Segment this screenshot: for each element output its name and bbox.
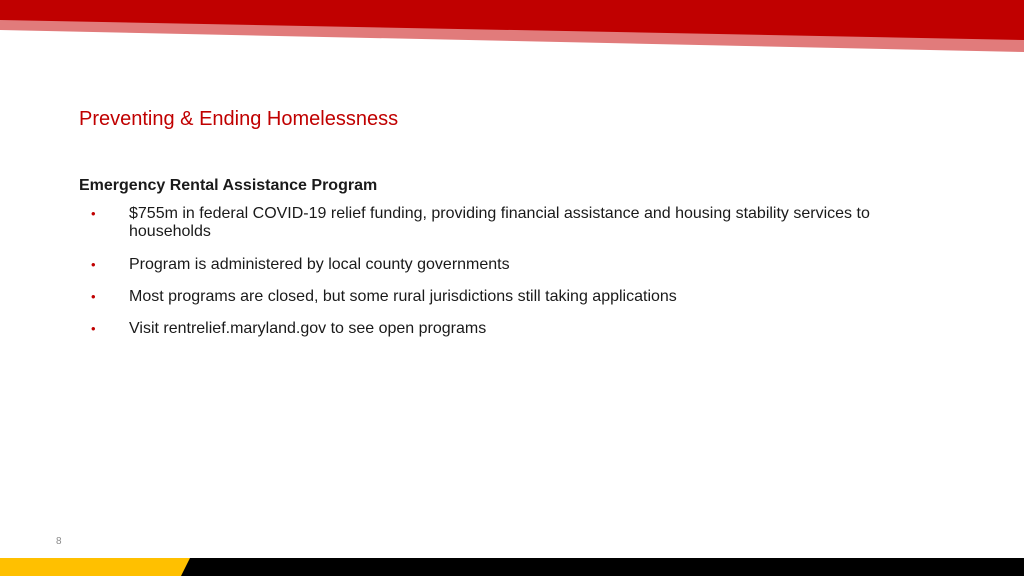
bullet-dot: • <box>91 257 96 272</box>
bullet-text: Program is administered by local county governments <box>129 256 510 273</box>
bottom-band-gold <box>0 558 190 576</box>
bullet-dot: • <box>91 289 96 304</box>
section-heading: Emergency Rental Assistance Program <box>79 177 378 194</box>
bullet-text: $755m in federal COVID-19 relief funding, providing financial assistance and housing stability services to households <box>129 205 870 240</box>
bullet-dot: • <box>91 321 96 336</box>
bullet-dot: • <box>91 206 96 221</box>
bottom-band <box>0 558 1024 576</box>
bullet-text: Most programs are closed, but some rural jurisdictions still taking applications <box>129 288 677 305</box>
page-number: 8 <box>56 536 62 547</box>
bullet-text: Visit rentrelief.maryland.gov to see open programs <box>129 320 487 337</box>
slide-title: Preventing & Ending Homelessness <box>79 108 399 130</box>
top-banner <box>0 0 1024 56</box>
